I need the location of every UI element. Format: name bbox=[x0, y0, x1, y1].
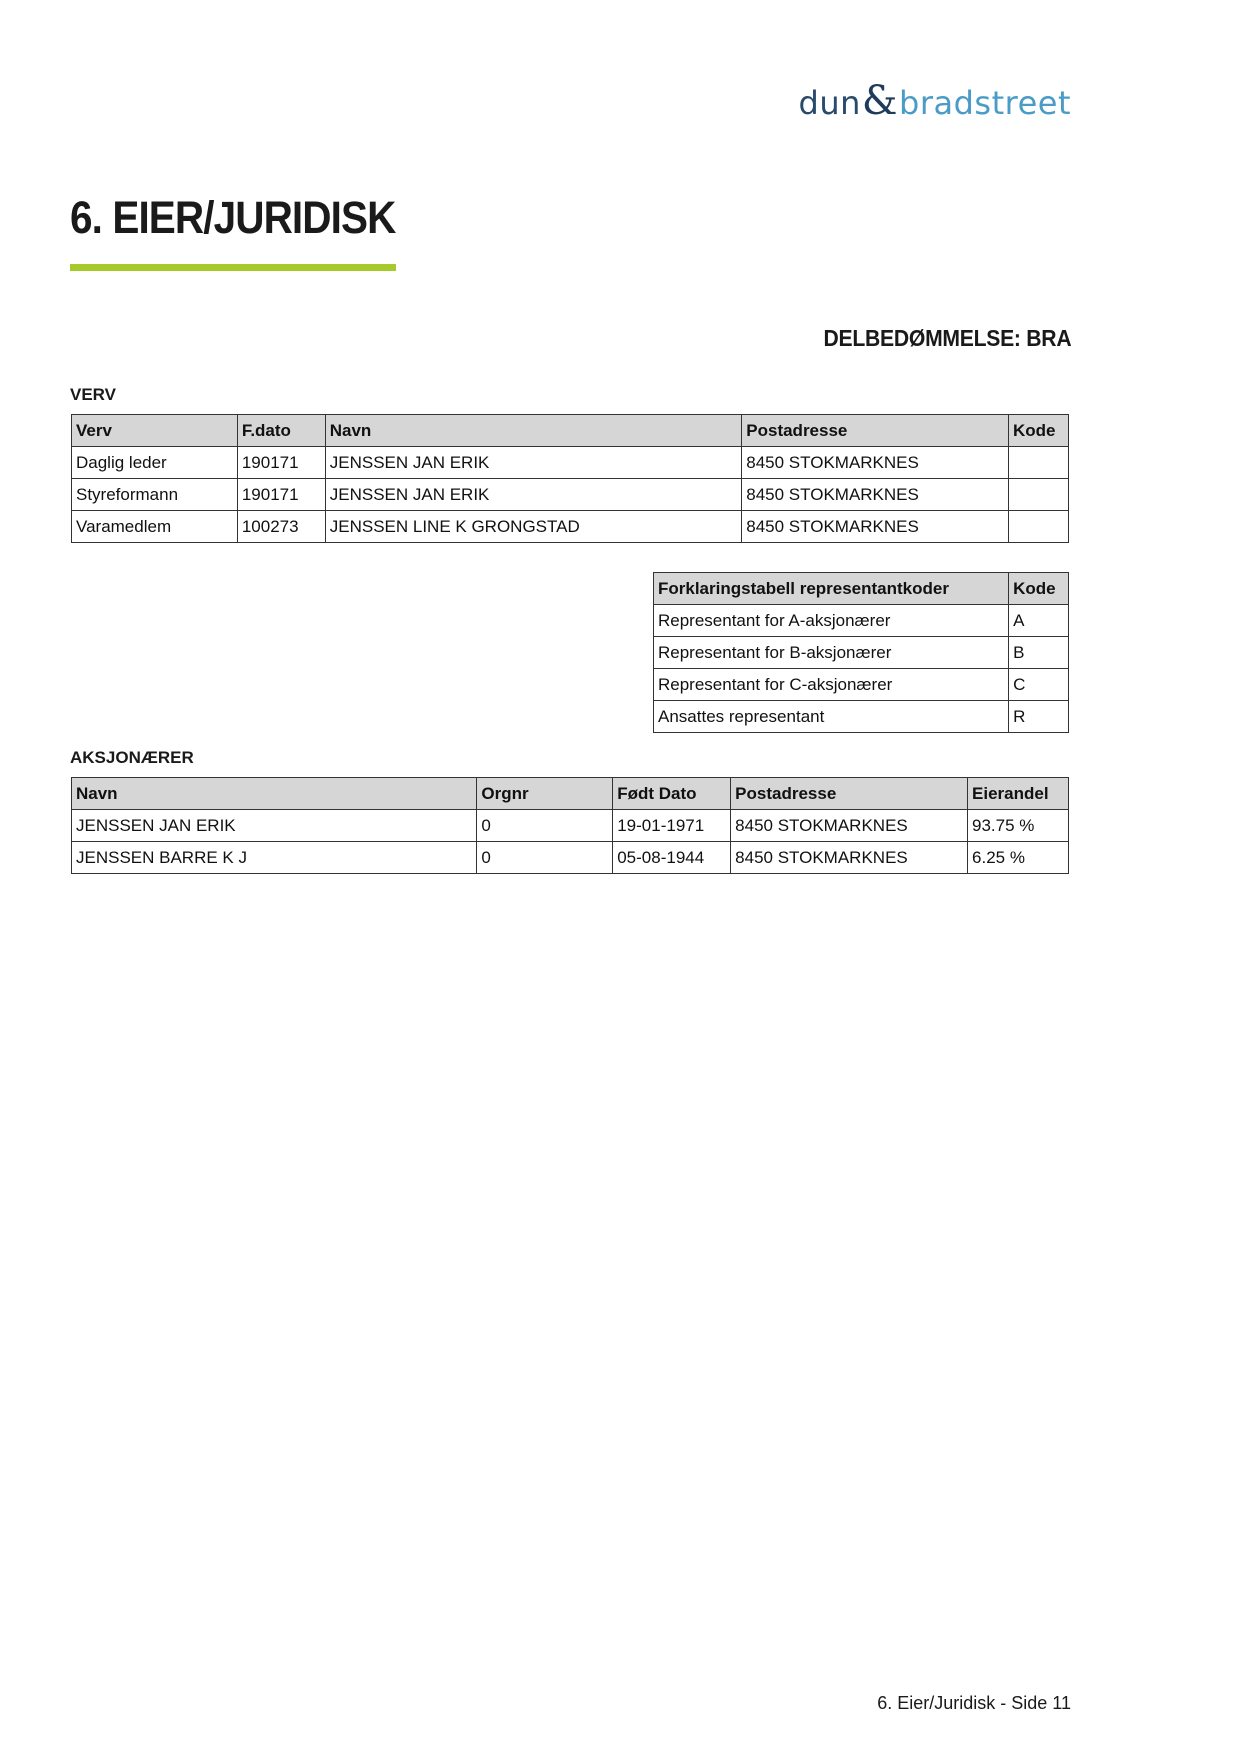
table-cell: 190171 bbox=[237, 447, 325, 479]
dun-bradstreet-logo bbox=[799, 78, 1071, 124]
table-cell: 190171 bbox=[237, 479, 325, 511]
page-title: 6. EIER/JURIDISK bbox=[70, 192, 396, 243]
table-cell: JENSSEN JAN ERIK bbox=[325, 479, 742, 511]
table-cell: Ansattes representant bbox=[654, 701, 1009, 733]
table-cell: Styreformann bbox=[72, 479, 238, 511]
table-header-row bbox=[72, 778, 1069, 810]
table-cell: JENSSEN BARRE K J bbox=[72, 842, 477, 874]
table-row bbox=[72, 479, 1069, 511]
table-row bbox=[72, 810, 1069, 842]
table-cell: B bbox=[1009, 637, 1069, 669]
table-cell: 6.25 % bbox=[968, 842, 1069, 874]
aksjonaerer-table bbox=[71, 777, 1069, 874]
column-header: Kode bbox=[1009, 415, 1069, 447]
table-cell: 8450 STOKMARKNES bbox=[731, 810, 968, 842]
logo-part-dun: dun bbox=[798, 84, 861, 122]
column-header: Verv bbox=[72, 415, 238, 447]
column-header: Forklaringstabell representantkoder bbox=[654, 573, 1009, 605]
verv-section-label: VERV bbox=[70, 385, 116, 404]
rating-label: DELBEDØMMELSE: BRA bbox=[823, 325, 1071, 351]
table-cell: A bbox=[1009, 605, 1069, 637]
table-cell: C bbox=[1009, 669, 1069, 701]
table-row bbox=[654, 669, 1069, 701]
column-header: Postadresse bbox=[742, 415, 1009, 447]
table-cell: Varamedlem bbox=[72, 511, 238, 543]
aksjonaerer-section-label: AKSJONÆRER bbox=[70, 748, 194, 767]
representant-kode-table bbox=[653, 572, 1069, 733]
table-cell: 8450 STOKMARKNES bbox=[742, 511, 1009, 543]
table-cell: 05-08-1944 bbox=[613, 842, 731, 874]
verv-table bbox=[71, 414, 1069, 543]
table-cell: 0 bbox=[477, 810, 613, 842]
table-header-row bbox=[72, 415, 1069, 447]
table-cell: Daglig leder bbox=[72, 447, 238, 479]
column-header: Navn bbox=[325, 415, 742, 447]
table-row bbox=[72, 511, 1069, 543]
logo-ampersand: & bbox=[861, 78, 899, 124]
table-cell bbox=[1009, 511, 1069, 543]
column-header: F.dato bbox=[237, 415, 325, 447]
table-row bbox=[72, 842, 1069, 874]
table-header-row bbox=[654, 573, 1069, 605]
column-header: Postadresse bbox=[731, 778, 968, 810]
table-row bbox=[72, 447, 1069, 479]
column-header: Navn bbox=[72, 778, 477, 810]
table-row bbox=[654, 605, 1069, 637]
table-cell: 8450 STOKMARKNES bbox=[742, 479, 1009, 511]
table-cell: Representant for A-aksjonærer bbox=[654, 605, 1009, 637]
page-footer: 6. Eier/Juridisk - Side 11 bbox=[877, 1693, 1071, 1713]
table-cell: Representant for B-aksjonærer bbox=[654, 637, 1009, 669]
table-cell: 100273 bbox=[237, 511, 325, 543]
column-header: Kode bbox=[1009, 573, 1069, 605]
table-cell bbox=[1009, 447, 1069, 479]
table-cell: Representant for C-aksjonærer bbox=[654, 669, 1009, 701]
table-cell: 8450 STOKMARKNES bbox=[731, 842, 968, 874]
table-cell: 0 bbox=[477, 842, 613, 874]
table-cell: JENSSEN JAN ERIK bbox=[325, 447, 742, 479]
table-cell: R bbox=[1009, 701, 1069, 733]
column-header: Født Dato bbox=[613, 778, 731, 810]
title-underline-bar bbox=[70, 264, 396, 271]
table-row bbox=[654, 637, 1069, 669]
column-header: Orgnr bbox=[477, 778, 613, 810]
table-cell: 93.75 % bbox=[968, 810, 1069, 842]
table-cell: 8450 STOKMARKNES bbox=[742, 447, 1009, 479]
table-cell bbox=[1009, 479, 1069, 511]
table-cell: JENSSEN JAN ERIK bbox=[72, 810, 477, 842]
table-cell: 19-01-1971 bbox=[613, 810, 731, 842]
table-cell: JENSSEN LINE K GRONGSTAD bbox=[325, 511, 742, 543]
column-header: Eierandel bbox=[968, 778, 1069, 810]
table-row bbox=[654, 701, 1069, 733]
logo-part-bradstreet: bradstreet bbox=[899, 84, 1071, 122]
